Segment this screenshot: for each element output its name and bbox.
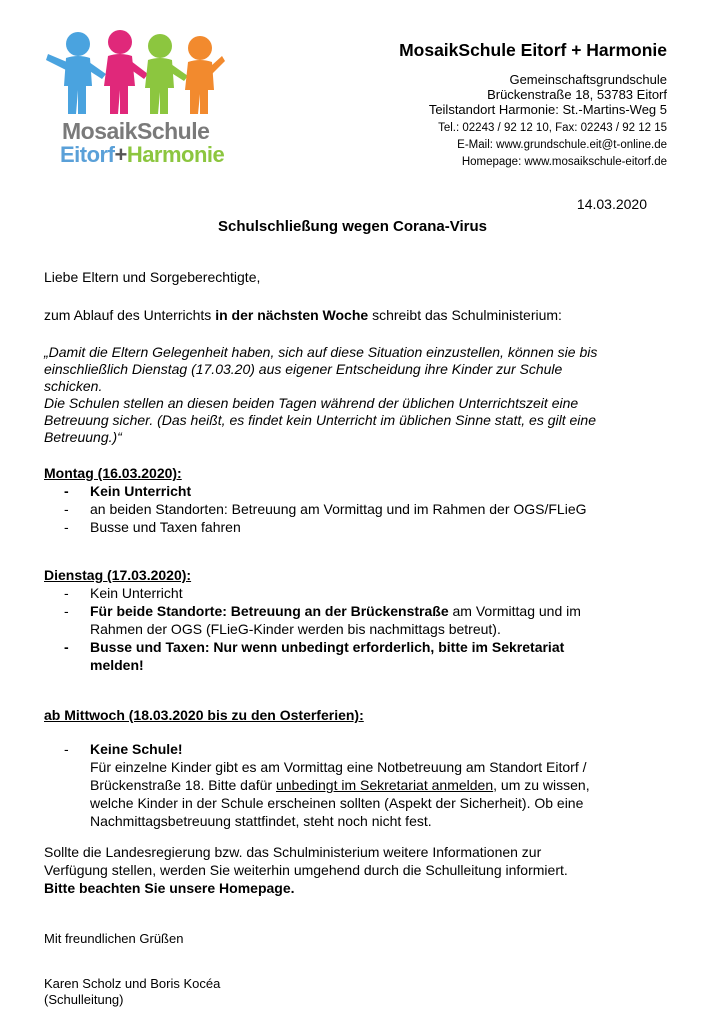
wednesday-line3: welche Kinder in der Schule erscheinen sollten (Aspekt der Sicherheit). Ob eine: [90, 795, 584, 811]
logo-text-eitorf-harmonie: [60, 142, 224, 168]
quote-line: Die Schulen stellen an diesen beiden Tagen während der üblichen Unterrichtszeit eine: [44, 395, 579, 411]
intro-text-bold: in der nächsten Woche: [215, 307, 369, 323]
wednesday-heading: ab Mittwoch (18.03.2020 bis zu den Osterferien):: [44, 707, 364, 723]
wednesday-item-title: - Keine Schule!: [90, 741, 183, 757]
school-branch: Teilstandort Harmonie: St.-Martins-Weg 5: [428, 102, 667, 117]
school-name: MosaikSchule Eitorf + Harmonie: [399, 40, 667, 60]
school-type: Gemeinschaftsgrundschule: [509, 72, 667, 87]
logo-text-harmonie: Harmonie: [126, 142, 225, 167]
signature-block: [44, 976, 220, 1008]
intro-paragraph: [44, 307, 562, 324]
school-logo: [40, 24, 225, 174]
email: E-Mail: www.grundschule.eit@t-online.de: [457, 139, 667, 151]
quote-line: „Damit die Eltern Gelegenheit haben, sich auf diese Situation einzustellen, können sie bis: [44, 344, 598, 360]
wednesday-line1: Für einzelne Kinder gibt es am Vormittag eine Notbetreuung am Standort Eitorf /: [90, 759, 587, 775]
wednesday-line2-after: , um zu wissen,: [493, 777, 590, 793]
tuesday-item3-line2: melden!: [90, 657, 144, 673]
quote-line: schicken.: [44, 378, 103, 394]
signature-role: (Schulleitung): [44, 992, 124, 1007]
wednesday-line2-before: Brückenstraße 18. Bitte dafür: [90, 777, 276, 793]
signature-names: Karen Scholz und Boris Kocéa: [44, 976, 221, 991]
list-item: - Kein Unterricht: [62, 482, 587, 500]
intro-text-before: zum Ablauf des Unterrichts: [44, 307, 216, 323]
closing-line2: Verfügung stellen, werden Sie weiterhin umgehend durch die Schulleitung informiert.: [44, 862, 568, 878]
quote-line: Betreuung sicher. (Das heißt, es findet kein Unterricht im üblichen Sinne statt, es gilt eine: [44, 412, 596, 428]
list-item: [62, 602, 581, 638]
quote-line: einschließlich Dienstag (17.03.20) aus eigener Entscheidung ihre Kinder zur Schule: [44, 361, 563, 377]
closing-paragraph: [44, 843, 568, 897]
tuesday-heading: Dienstag (17.03.2020):: [44, 567, 192, 583]
tuesday-item2-line2: Rahmen der OGS (FLieG-Kinder werden bis nachmittags betreut).: [90, 621, 501, 637]
tuesday-item3-line1: - Busse und Taxen: Nur wenn unbedingt erforderlich, bitte im Sekretariat: [90, 639, 565, 655]
tuesday-item2-bold: Für beide Standorte: Betreuung an der Brückenstraße: [90, 603, 449, 619]
school-address: Brückenstraße 18, 53783 Eitorf: [487, 87, 667, 102]
letter-date: 14.03.2020: [576, 196, 647, 212]
list-item: - Busse und Taxen fahren: [62, 518, 587, 536]
phone-fax: Tel.: 02243 / 92 12 10, Fax: 02243 / 92 12 15: [438, 122, 667, 134]
quote-line: Betreuung.)“: [44, 429, 122, 445]
school-address-block: [429, 72, 667, 117]
wednesday-list: [62, 740, 590, 830]
homepage: Homepage: www.mosaikschule-eitorf.de: [461, 156, 667, 168]
list-item: - an beiden Standorten: Betreuung am Vormittag und im Rahmen der OGS/FLieG: [62, 500, 587, 518]
wednesday-line2: [90, 776, 590, 794]
closing-line3: Bitte beachten Sie unsere Homepage.: [44, 880, 295, 896]
monday-heading: Montag (16.03.2020):: [44, 465, 182, 481]
wednesday-line4: Nachmittagsbetreuung stattfindet, steht noch nicht fest.: [90, 813, 432, 829]
tuesday-list: [62, 584, 581, 674]
list-item: [62, 638, 581, 674]
intro-text-after: schreibt das Schulministerium:: [368, 307, 562, 323]
logo-text-eitorf: Eitorf: [60, 142, 115, 167]
logo-text-mosaikschule: MosaikSchule: [62, 118, 210, 144]
children-figures-icon: [40, 24, 225, 119]
list-item: [62, 740, 590, 830]
regards: Mit freundlichen Grüßen: [44, 931, 184, 946]
list-item: - Kein Unterricht: [62, 584, 581, 602]
letter-title: Schulschließung wegen Corana-Virus: [218, 218, 487, 235]
monday-list: [62, 482, 587, 536]
closing-line1: Sollte die Landesregierung bzw. das Schulministerium weitere Informationen zur: [44, 844, 542, 860]
wednesday-line2-underlined: unbedingt im Sekretariat anmelden: [275, 777, 494, 793]
greeting: Liebe Eltern und Sorgeberechtigte,: [44, 269, 261, 285]
tuesday-item2-rest: am Vormittag und im: [448, 603, 581, 619]
ministry-quote: [44, 344, 650, 446]
logo-text-plus: +: [114, 142, 127, 167]
contact-block: [438, 120, 667, 171]
